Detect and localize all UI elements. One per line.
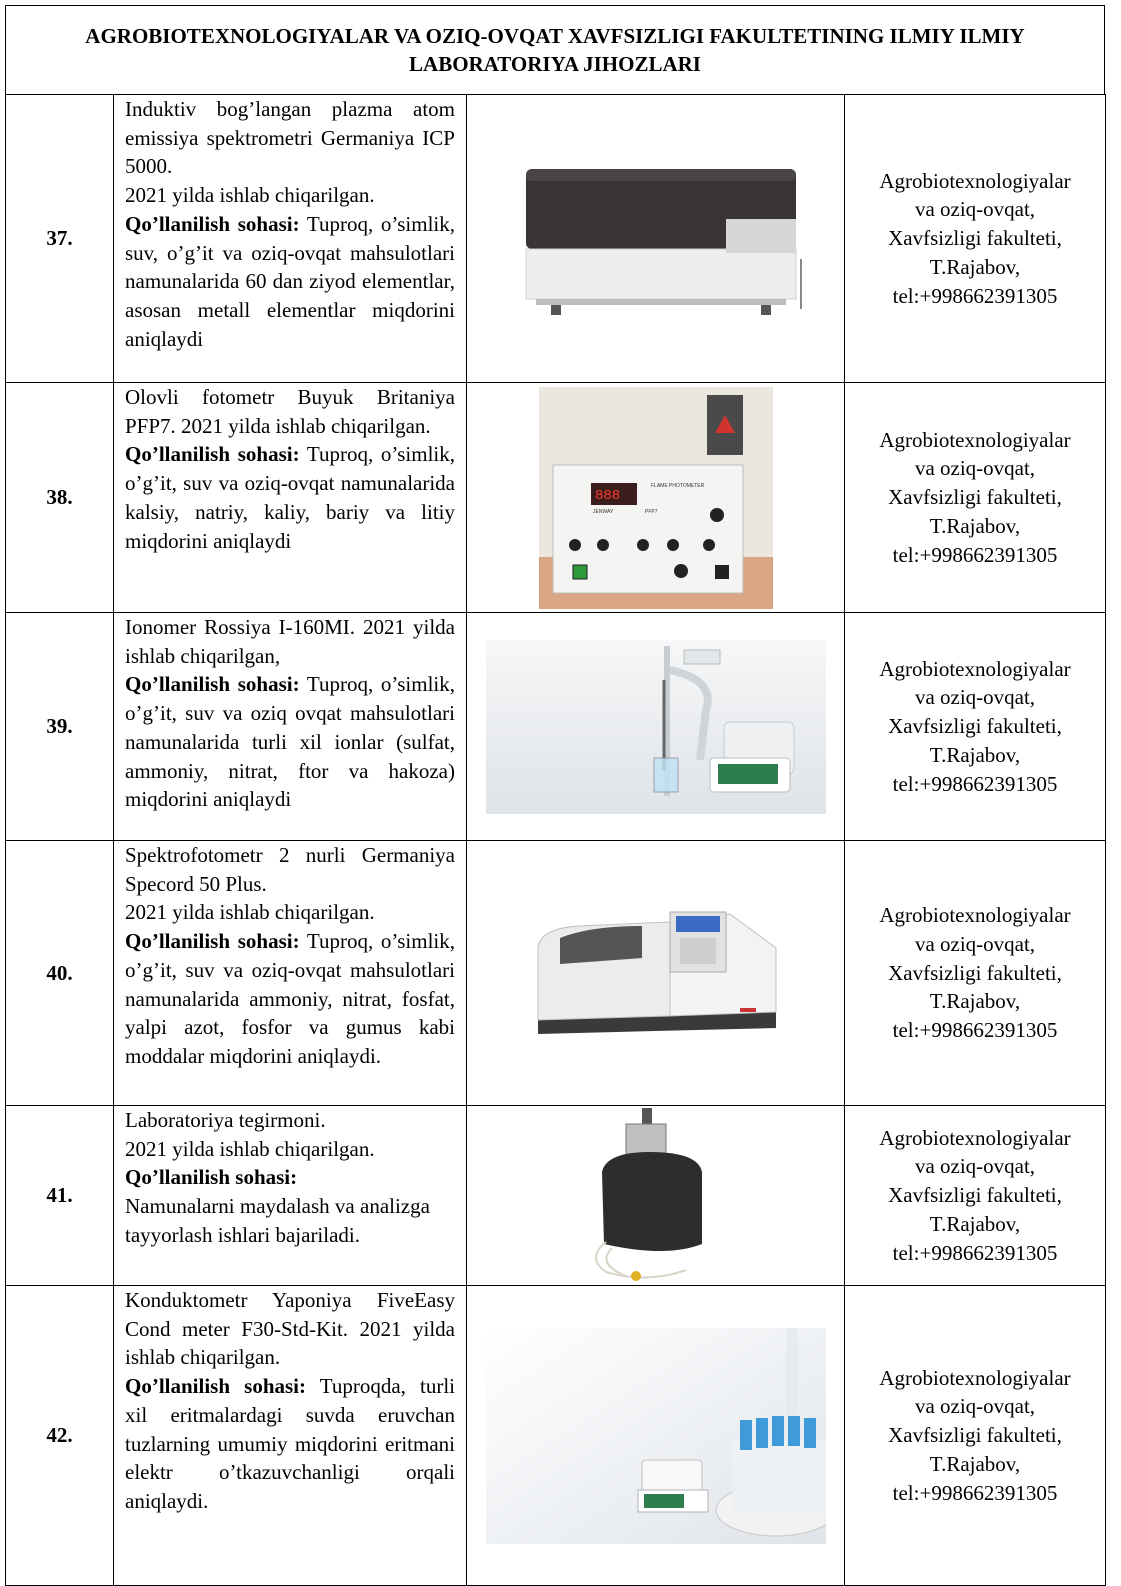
owner-person: T.Rajabov, [929,989,1021,1014]
spectrophotometer-image [530,908,782,1038]
equipment-description [114,613,467,841]
document-page [5,5,1105,1579]
equipment-name: Induktiv bog’langan plazma atom emissiya spektrometri Germaniya ICP 5000. [125,97,455,179]
owner-person: T.Rajabov, [929,254,1021,279]
production-year: 2021 yilda ishlab chiqarilgan. [125,183,375,208]
equipment-name: Laboratoriya tegirmoni. [125,1108,326,1132]
row-number: 39. [6,613,114,841]
owner-info [845,841,1106,1106]
lab-mill-image [566,1108,746,1284]
equipment-description [114,841,467,1106]
owner-person: T.Rajabov, [929,1451,1021,1476]
table-row [6,383,1106,613]
equipment-description [114,1106,467,1286]
usage-label: Qo’llanilish sohasi: [125,1374,306,1399]
owner-faculty-3: Xavfsizligi fakulteti, [888,714,1062,739]
equipment-table [5,94,1106,1586]
usage-text: Namunalarni maydalash va analizga tayyorlash ishlari bajariladi. [125,1194,430,1247]
owner-faculty-2: va oziq-ovqat, [914,685,1036,710]
usage-label: Qo’llanilish sohasi: [125,1165,298,1190]
equipment-description [114,383,467,613]
panel-label: FLAME PHOTOMETER [650,482,704,489]
owner-phone: tel:+998662391305 [892,1018,1058,1043]
owner-info [845,383,1106,613]
usage-text: Tuproq, o’simlik, o’g’it, suv va oziq-ovqat mahsulotlari namunalarida ammoniy, nitrat, fosfat, yalpi azot, fosfor va gumus kabi moddalar miqdorini aniqlaydi. [125,929,455,1068]
row-number: 38. [6,383,114,613]
row-number: 42. [6,1286,114,1586]
owner-faculty-3: Xavfsizligi fakulteti, [888,1183,1062,1208]
owner-phone: tel:+998662391305 [892,283,1058,308]
equipment-name: Konduktometr Yaponiya FiveEasy Cond meter F30-Std-Kit. 2021 yilda ishlab chiqarilgan. [125,1288,455,1370]
usage-label: Qo’llanilish sohasi: [125,929,300,954]
panel-brand: JENWAY [592,508,613,515]
usage-text: Tuproq, o’simlik, suv, o’g’it va oziq-ovqat mahsulotlari namunalarida 60 dan ziyod elementlar, asosan metall elementlar miqdorini aniqlaydi [125,211,455,351]
owner-faculty-2: va oziq-ovqat, [914,456,1036,481]
svg-text:888: 888 [594,487,620,504]
owner-phone: tel:+998662391305 [892,771,1058,796]
row-number: 37. [6,95,114,383]
table-row [6,95,1106,383]
table-row [6,613,1106,841]
equipment-name: Spektrofotometr 2 nurli Germaniya Specord 50 Plus. [125,843,455,896]
owner-info [845,1106,1106,1286]
owner-info [845,613,1106,841]
usage-text: Tuproqda, turli xil eritmalardagi suvda eruvchan tuzlarning umumiy miqdorini eritmani elektr o’tkazuvchanligi orqali aniqlaydi. [125,1374,455,1513]
owner-faculty: Agrobiotexnologiyalar [879,1125,1071,1150]
equipment-description [114,95,467,383]
usage-text: Tuproq, o’simlik, o’g’it, suv va oziq-ovqat namunalarida kalsiy, natriy, kaliy, bariy va litiy miqdorini aniqlaydi [125,442,455,553]
owner-phone: tel:+998662391305 [892,542,1058,567]
owner-person: T.Rajabov, [929,513,1021,538]
owner-faculty-3: Xavfsizligi fakulteti, [888,226,1062,251]
equipment-image-cell [467,841,845,1106]
owner-person: T.Rajabov, [929,742,1021,767]
flame-photometer-image [539,387,773,609]
owner-faculty: Agrobiotexnologiyalar [879,656,1071,681]
equipment-image-cell [467,1106,845,1286]
owner-faculty: Agrobiotexnologiyalar [879,903,1071,928]
owner-faculty: Agrobiotexnologiyalar [879,168,1071,193]
icp-spectrometer-image [496,149,816,329]
table-header [5,5,1105,94]
equipment-image-cell [467,1286,845,1586]
production-year: 2021 yilda ishlab chiqarilgan. [125,1136,375,1161]
table-row [6,1106,1106,1286]
page-title: AGROBIOTEXNOLOGIYALAR VA OZIQ-OVQAT XAVFSIZLIGI FAKULTETINING ILMIY ILMIY LABORATORIYA JIHOZLARI [85,24,1025,76]
owner-faculty-2: va oziq-ovqat, [914,931,1036,956]
usage-text: Tuproq, o’simlik, o’g’it, suv va oziq ovqat mahsulotlari namunalarida turli xil ionlar (sulfat, ammoniy, nitrat, ftor va hakoza) miqdorini aniqlaydi [125,672,455,812]
owner-faculty-2: va oziq-ovqat, [914,197,1036,222]
equipment-image-cell [467,383,845,613]
usage-label: Qo’llanilish sohasi: [125,672,300,697]
owner-faculty-2: va oziq-ovqat, [914,1154,1036,1179]
usage-label: Qo’llanilish sohasi: [125,211,300,236]
equipment-name: Ionomer Rossiya I-160MI. 2021 yilda ishlab chiqarilgan, [125,615,455,668]
owner-phone: tel:+998662391305 [892,1480,1058,1505]
owner-faculty: Agrobiotexnologiyalar [879,427,1071,452]
conductometer-image [486,1328,826,1544]
ionomer-image [486,640,826,814]
equipment-name: Olovli fotometr Buyuk Britaniya PFP7. 2021 yilda ishlab chiqarilgan. [125,385,455,438]
owner-faculty-3: Xavfsizligi fakulteti, [888,1423,1062,1448]
table-row [6,1286,1106,1586]
production-year: 2021 yilda ishlab chiqarilgan. [125,900,375,925]
owner-info [845,95,1106,383]
equipment-image-cell [467,95,845,383]
equipment-description [114,1286,467,1586]
owner-faculty: Agrobiotexnologiyalar [879,1365,1071,1390]
owner-faculty-3: Xavfsizligi fakulteti, [888,960,1062,985]
row-number: 40. [6,841,114,1106]
owner-phone: tel:+998662391305 [892,1240,1058,1265]
panel-model: PFP7 [644,508,658,515]
equipment-image-cell [467,613,845,841]
row-number: 41. [6,1106,114,1286]
owner-person: T.Rajabov, [929,1211,1021,1236]
owner-faculty-2: va oziq-ovqat, [914,1394,1036,1419]
usage-label: Qo’llanilish sohasi: [125,442,300,467]
owner-info [845,1286,1106,1586]
owner-faculty-3: Xavfsizligi fakulteti, [888,485,1062,510]
table-row [6,841,1106,1106]
